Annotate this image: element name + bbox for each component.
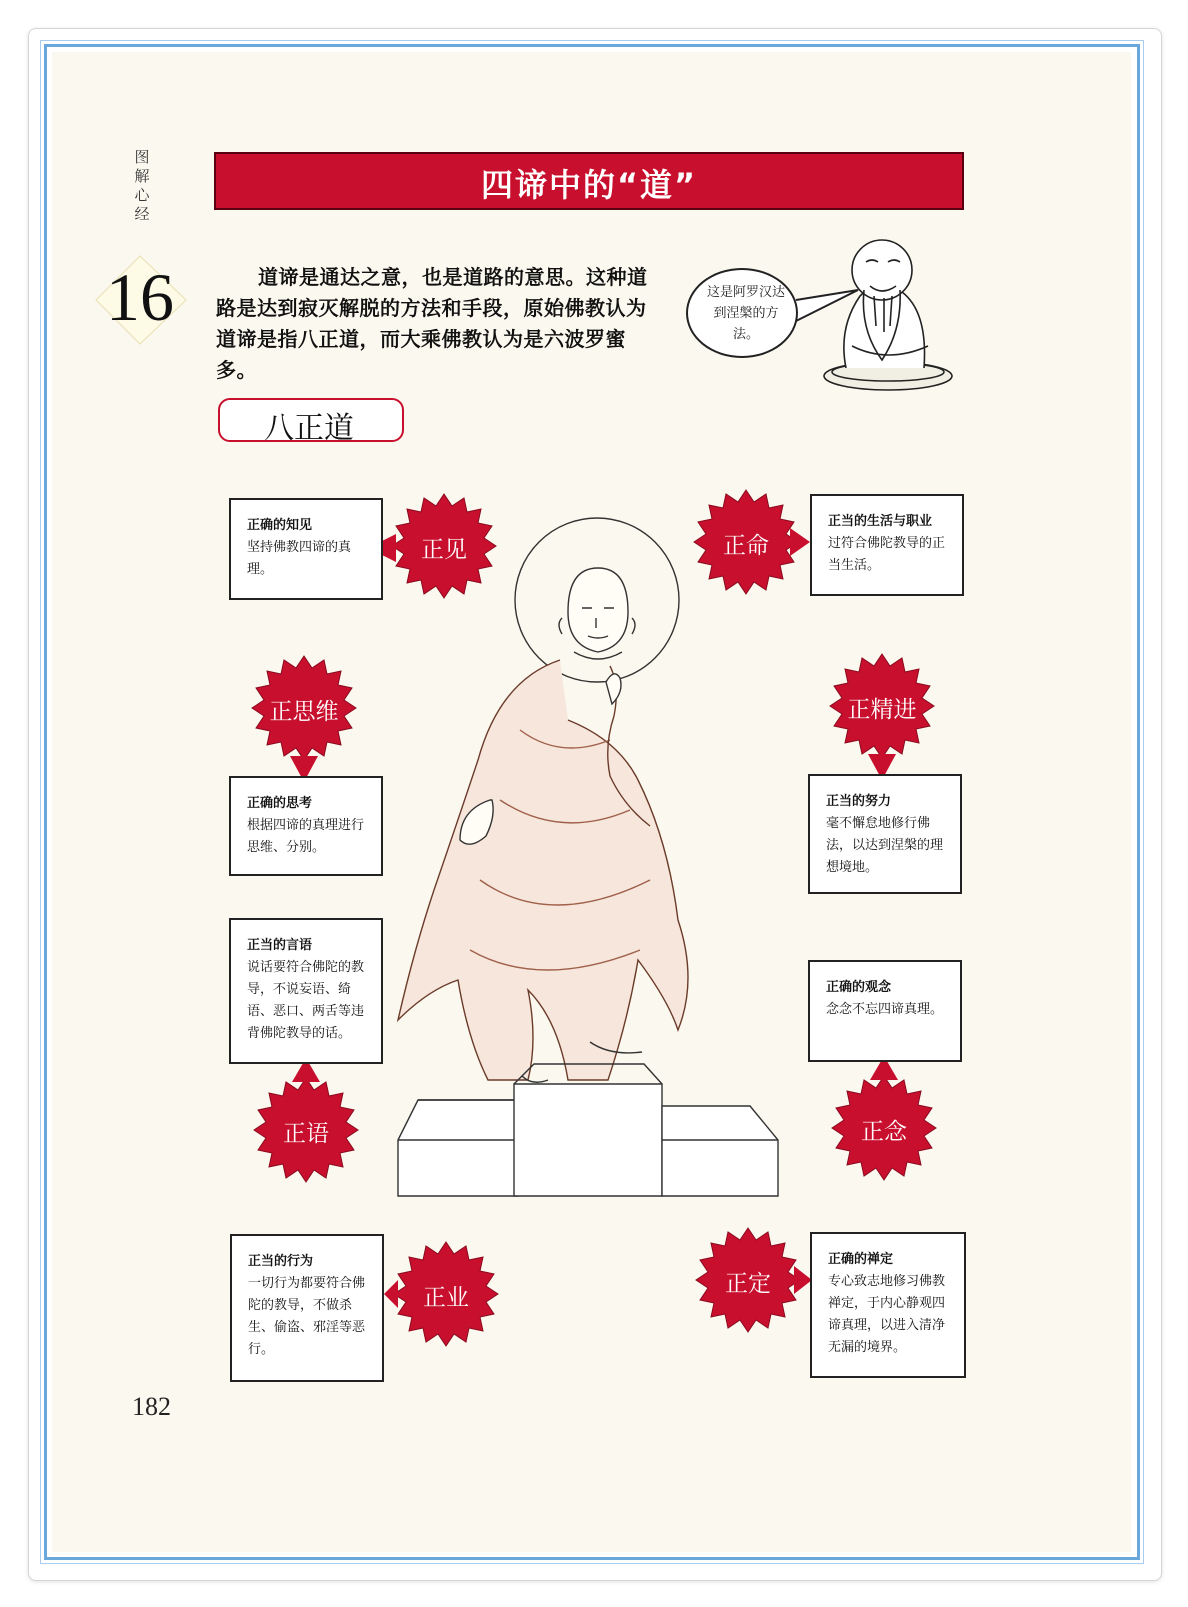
label-zhengjian: 正见	[421, 537, 467, 563]
box-zhengnian	[808, 960, 962, 1062]
box-body: 根据四谛的真理进行思维、分别。	[247, 818, 365, 855]
page-number: 182	[132, 1392, 171, 1421]
pointer-zhengming	[790, 528, 810, 556]
box-body: 念念不忘四谛真理。	[826, 1002, 944, 1017]
box-title: 正当的生活与职业	[828, 514, 933, 529]
label-zhengjingjin: 正精进	[847, 697, 917, 723]
box-body: 毫不懈怠地修行佛法，以达到涅槃的理想境地。	[826, 816, 944, 875]
box-zhengding	[810, 1232, 966, 1378]
box-body: 专心致志地修习佛教禅定，于内心静观四谛真理，以进入清净无漏的境界。	[828, 1274, 946, 1355]
label-zhengding: 正定	[725, 1271, 771, 1297]
box-body: 坚持佛教四谛的真理。	[247, 540, 352, 577]
box-zhengming	[810, 494, 964, 596]
book-side-label: 图解心经	[134, 148, 150, 223]
box-title: 正当的努力	[826, 794, 892, 809]
label-zhengye: 正业	[423, 1285, 469, 1311]
section-title: 八正道	[264, 411, 354, 446]
section-heading	[218, 398, 404, 446]
arhat-sage-illustration	[824, 240, 952, 390]
label-zhengnian: 正念	[861, 1119, 907, 1145]
box-title: 正当的言语	[247, 938, 313, 953]
box-body: 一切行为都要符合佛陀的教导，不做杀生、偷盗、邪淫等恶行。	[248, 1276, 366, 1357]
pointer-zhengye	[384, 1280, 398, 1308]
box-body: 说话要符合佛陀的教导，不说妄语、绮语、恶口、两舌等违背佛陀教导的话。	[247, 960, 365, 1041]
box-title: 正确的思考	[247, 796, 313, 811]
box-title: 正确的禅定	[828, 1252, 894, 1267]
page-title: 四谛中的“道”	[480, 166, 698, 204]
box-zhengye	[230, 1234, 384, 1382]
box-title: 正确的知见	[247, 518, 313, 533]
label-zhengyu: 正语	[283, 1121, 329, 1147]
intro-paragraph: 道谛是通达之意，也是道路的意思。这种道路是达到寂灭解脱的方法和手段，原始佛教认为道谛是指八正道，而大乘佛教认为是六波罗蜜多。	[216, 265, 648, 382]
title-bar	[214, 152, 964, 210]
box-zhengjian	[229, 498, 383, 600]
speech-bubble-text: 这是阿罗汉达到涅槃的方法。	[706, 285, 785, 342]
box-body: 过符合佛陀教导的正当生活。	[828, 536, 946, 573]
chapter-number: 16	[106, 259, 174, 335]
monk-statue-illustration	[398, 518, 778, 1196]
box-zhengjingjin	[808, 774, 962, 894]
box-zhengsiwei	[229, 776, 383, 876]
box-zhengyu	[229, 918, 383, 1064]
box-title: 正当的行为	[248, 1254, 314, 1269]
box-title: 正确的观念	[826, 980, 892, 995]
label-zhengsiwei: 正思维	[269, 699, 339, 725]
label-zhengming: 正命	[723, 533, 769, 559]
